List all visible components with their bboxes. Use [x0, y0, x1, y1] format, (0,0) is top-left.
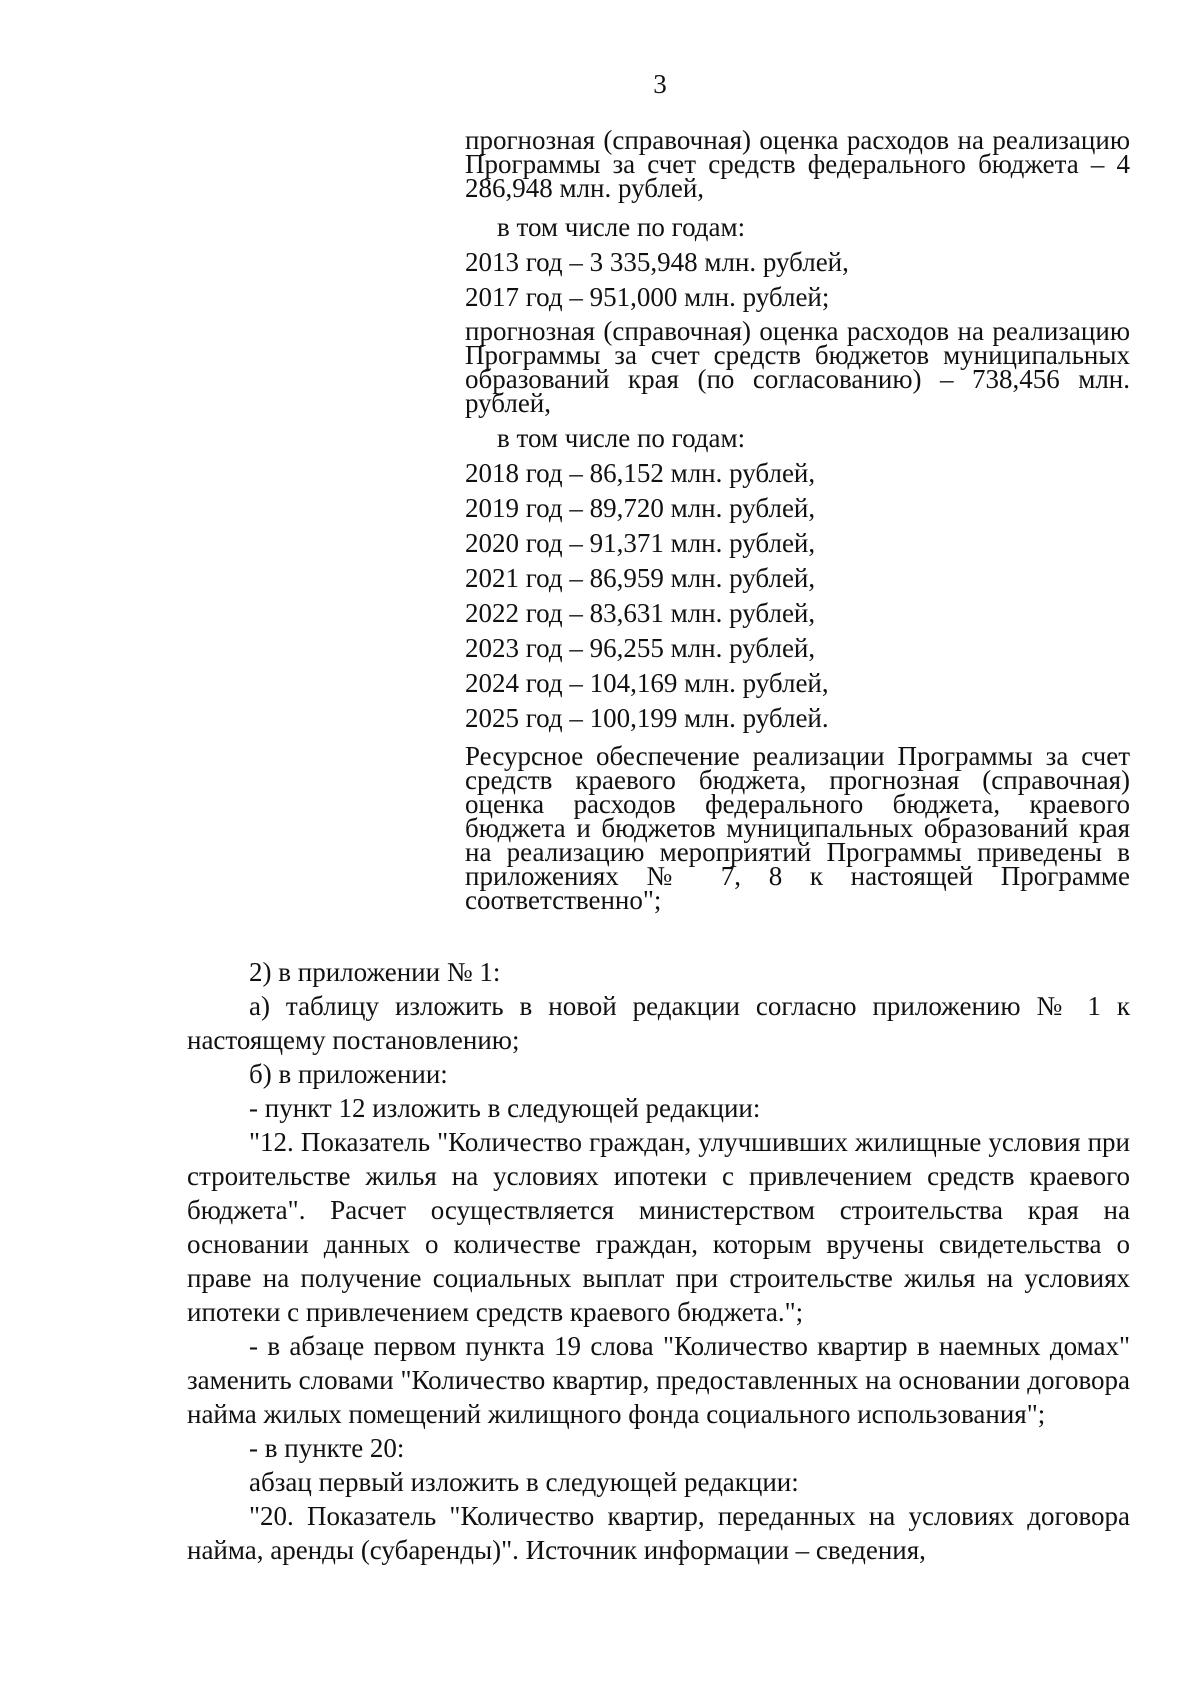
federal-by-years-label: в том числе по годам: [497, 212, 746, 242]
resources-paragraph: Ресурсное обеспечение реализации Программы за счет средств краевого бюджета, прогнозная (справочная) оценка расходов федерального бюджета, краевого бюджета и бюджетов муниципальных образований края на реализацию мероприятий Программы приведены в приложениях № 7, 8 к настоящей Программе соответственно"; [465, 741, 1130, 915]
page-number: 3 [653, 69, 667, 99]
municipal-year-2025: 2025 год – 100,199 млн. рублей. [465, 703, 829, 733]
municipal-budget-estimate: прогнозная (справочная) оценка расходов на реализацию Программы за счет средств бюджетов муниципальных образований края (по согласованию) – 738,456 млн. рублей, [465, 316, 1130, 418]
municipal-year-2020: 2020 год – 91,371 млн. рублей, [465, 528, 816, 558]
federal-year-2017: 2017 год – 951,000 млн. рублей; [465, 282, 830, 312]
paragraph-table: а) таблицу изложить в новой редакции согласно приложению № 1 к настоящему постановлению; [187, 991, 1130, 1055]
amendments-block [187, 955, 1130, 1567]
paragraph-item-20: "20. Показатель "Количество квартир, переданных на условиях договора найма, аренды (субаренды)". Источник информации – сведения, [187, 1501, 1130, 1565]
paragraph-first-abzac: абзац первый изложить в следующей редакции: [249, 1467, 799, 1497]
municipal-year-2021: 2021 год – 86,959 млн. рублей, [465, 563, 816, 593]
municipal-year-2018: 2018 год – 86,152 млн. рублей, [465, 458, 816, 488]
paragraph-item-20-intro: - в пункте 20: [249, 1433, 405, 1463]
municipal-year-2023: 2023 год – 96,255 млн. рублей, [465, 633, 816, 663]
municipal-year-2019: 2019 год – 89,720 млн. рублей, [465, 493, 816, 523]
paragraph-appendix-1: 2) в приложении № 1: [249, 957, 501, 987]
federal-year-2013: 2013 год – 3 335,948 млн. рублей, [465, 247, 849, 277]
federal-budget-estimate: прогнозная (справочная) оценка расходов на реализацию Программы за счет средств федерального бюджета – 4 286,948 млн. рублей, [465, 125, 1130, 203]
municipal-year-2022: 2022 год – 83,631 млн. рублей, [465, 598, 816, 628]
municipal-year-2024: 2024 год – 104,169 млн. рублей, [465, 668, 829, 698]
paragraph-item-12-intro: - пункт 12 изложить в следующей редакции: [249, 1093, 761, 1123]
passport-resources-block [465, 125, 1130, 915]
paragraph-item-19: - в абзаце первом пункта 19 слова "Количество квартир в наемных домах" заменить словами "Количество квартир, предоставленных на основании договора найма жилых помещений жилищного фонда социального использования"; [187, 1331, 1130, 1429]
municipal-by-years-label: в том числе по годам: [497, 423, 746, 453]
paragraph-item-12: "12. Показатель "Количество граждан, улучшивших жилищные условия при строительстве жилья на условиях ипотеки с привлечением средств краевого бюджета". Расчет осуществляется министерством строительства края на основании данных о количестве граждан, которым вручены свидетельства о праве на получение социальных выплат при строительстве жилья на условиях ипотеки с привлечением средств краевого бюджета."; [187, 1127, 1130, 1327]
paragraph-in-appendix: б) в приложении: [249, 1059, 448, 1089]
